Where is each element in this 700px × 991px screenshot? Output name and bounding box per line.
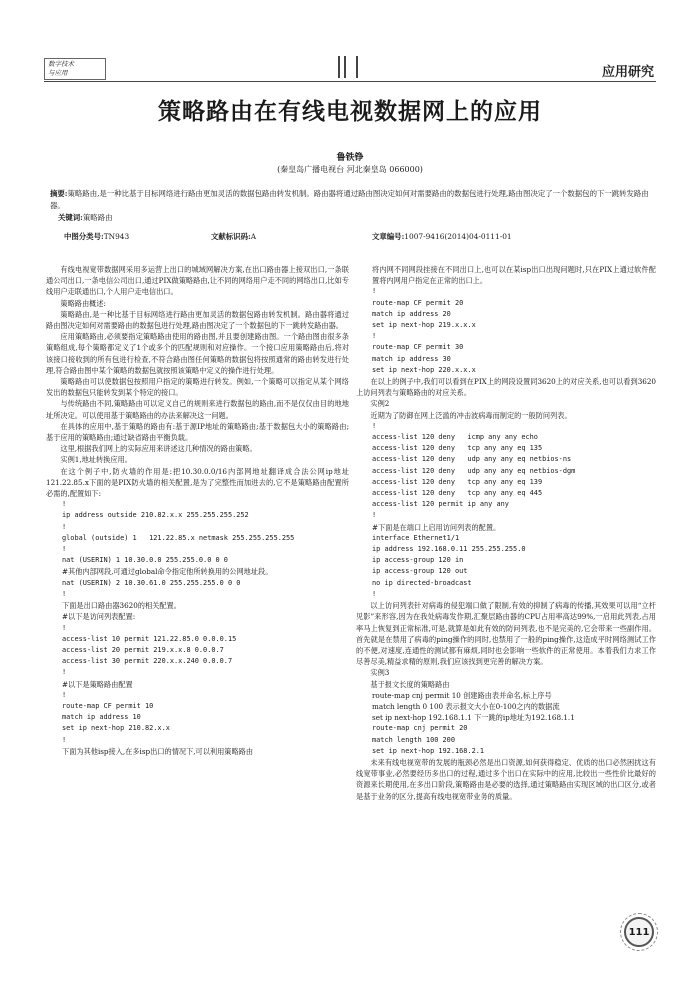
paragraph: 基于报文长度的策略路由 [370, 679, 450, 689]
code-line: global (outside) 1 121.22.85.x netmask 255.255.255.255 [62, 533, 295, 542]
code-line: access-list 20 permit 219.x.x.8 0.0.0.7 [62, 645, 224, 654]
code-line: interface Ethernet1/1 [372, 533, 460, 542]
code-line: route-map CF permit 30 [372, 343, 464, 352]
code-line: access-list 120 permit ip any any [372, 500, 509, 509]
code-line: route-map CF permit 10 [62, 701, 154, 710]
abstract-text: 策略路由,是一种比基于目标网络进行路由更加灵活的数据包路由转发机制。路由器将通过路由图决定如何对需要路由的数据包进行处理,路由图决定了一个数据包的下一跳转发路由器。 [50, 189, 649, 210]
paragraph: 应用策略路由,必须要指定策略路由使用的路由图,并且要创建路由图。一个路由图由很多条策略组成,每个策略都定义了1个或多个的匹配规则和对应操作。一个接口应用策略路由后,将对该接口接收到的所有包进行检查,不符合路由图任何策略的数据包将按照通常的路由转发进行处理,符合路由图中某个策略的数据包就按照该策略中定义的操作进行处理。 [46, 332, 349, 375]
code-line: set ip next-hop 192.168.2.1 [372, 746, 485, 755]
paragraph: 在具体的应用中,基于策略的路由有:基于源IP地址的策略路由;基于数据包大小的策略路由;基于应用的策略路由;通过缺省路由平衡负载。 [46, 421, 349, 443]
code-line: ip access-group 120 in [372, 556, 464, 565]
article-number: 文章编号:1007-9416(2014)04-0111-01 [372, 232, 512, 241]
code-line: access-list 10 permit 121.22.85.0 0.0.0.15 [62, 634, 237, 643]
code-line: 下面为其他isp接入,在多isp出口的情况下,可以利用策略路由 [62, 746, 254, 756]
paragraph: 策略路由,是一种比基于目标网络进行路由更加灵活的数据包路由转发机制。路由器将通过路由图决定如何对需要路由的数据包进行处理,路由图决定了一个数据包的下一跳转发路由器。 [46, 309, 349, 331]
journal-logo [44, 58, 106, 80]
paragraph: 未来有线电视宽带的发展的瓶颈必然是出口资源,如何获得稳定、优质的出口必然困扰这有线宽带事业,必然要经历多出口的过程,通过多个出口在实际中的应用,比较出一些性价比最好的资源来长期使用,在多出口阶段,策略路由是必要的选择,通过策略路由实现区域的出口区分,或者是基于业务的区分,提高有线电视宽带业务的质量。 [356, 757, 656, 801]
keywords-text: 策略路由 [82, 213, 113, 222]
document-code: 文献标识码:A [211, 232, 257, 241]
code-line: ! [62, 522, 67, 531]
code-line: nat (USERIN) 1 10.30.0.0 255.255.0.0 0 0 [62, 556, 228, 565]
code-line: access-list 120 deny tcp any any eq 445 [372, 489, 543, 498]
code-line: ! [62, 690, 67, 699]
author-affiliation: (秦皇岛广播电视台 河北秦皇岛 066000) [277, 165, 423, 174]
article-title: 策略路由在有线电视数据网上的应用 [158, 98, 542, 125]
keywords [50, 212, 652, 224]
paragraph: 实例3 [370, 668, 390, 678]
code-line: set ip next-hop 192.168.1.1 下一跳的ip地址为192.168.1.1 [372, 713, 575, 723]
code-line: route-map CF permit 20 [372, 298, 464, 307]
code-line: nat (USERIN) 2 10.30.61.0 255.255.255.0 0 0 [62, 578, 241, 587]
body-column-right [356, 264, 656, 802]
code-line: ! [372, 589, 377, 598]
code-line: route-map cnj permit 10 创建路由表并命名,标上序号 [372, 690, 552, 700]
paragraph: 在这个例子中,防火墙的作用是:把10.30.0.0/16内部网地址翻译成合法公网ip地址121.22.85.x下面的是PIX防火墙的相关配置,是为了完整性而加进去的,它不是策略路由配置所必需的,配置如下: [46, 466, 349, 499]
code-line: ! [62, 668, 67, 677]
code-line: #以下是访问列表配置: [62, 612, 136, 622]
page-number: 111 [624, 917, 654, 947]
article-author: 鲁铁铮 [336, 153, 364, 163]
clc-number: 中图分类号:TN943 [64, 232, 130, 241]
code-line: #以下是策略路由配置 [62, 679, 133, 689]
code-line: ! [62, 623, 67, 632]
paragraph: 策略路由可以使数据包按照用户指定的策略进行转发。例如,一个策略可以指定从某个网络发出的数据包只能转发到某个特定的接口。 [46, 377, 349, 398]
code-line: #下面是在端口上启用访问列表的配置。 [372, 522, 501, 532]
code-line: match length 0 100 表示报文大小在0-100之内的数据流 [372, 701, 560, 711]
abstract-label: 摘要: [50, 189, 68, 198]
header-rule [44, 81, 656, 82]
code-line: match ip address 30 [372, 354, 451, 363]
code-line: route-map cnj permit 20 [372, 724, 468, 733]
code-line: ! [372, 332, 377, 341]
paragraph: 近期为了防御在网上泛滥的冲击波病毒而制定的一般防问列表。 [370, 410, 572, 420]
code-line: ! [372, 287, 377, 296]
code-line: ip access-group 120 out [372, 567, 468, 576]
code-line: ip address 192.168.0.11 255.255.255.0 [372, 545, 526, 554]
code-line: ! [372, 511, 377, 520]
code-line: access-list 30 permit 220.x.x.240 0.0.0.7 [62, 657, 233, 666]
code-line: no ip directed-broadcast [372, 578, 472, 587]
code-line: #其他内部网段,可通过global命令指定他所转换用的公网地址段。 [62, 567, 273, 577]
code-line: ip address outside 210.82.x.x 255.255.255.252 [62, 511, 249, 520]
paragraph: 与传统路由不同,策略路由可以定义自己的规则来进行数据包的路由,而不是仅仅由目的地地址所决定。可以使用基于策略路由的办法来解决这一问题。 [46, 399, 349, 420]
code-line: ! [62, 735, 67, 744]
paragraph: 以上访问列表针对病毒的侵犯端口做了限制,有效的抑制了病毒的传播,其效果可以用“立杆见影”来形容,因为在我处病毒发作期,汇聚层路由器的CPU占用率高达99%,一启用此列表,占用率马上恢复到正常标准,可是,就算是如此有效的防问列表,也不是完美的,它会带来一些副作用。首先就是在禁用了病毒的ping操作的同时,也禁用了一般的ping操作,这造成平时网络测试工作的不便,对速度,连通性的测试都有麻烦,同时也会影响一些软件的正常使用。本着我们力求工作尽善尽美,精益求精的原则,我们应该找到更完善的解决方案。 [356, 601, 656, 667]
code-line: ! [62, 500, 67, 509]
code-line: access-list 120 deny tcp any any eq 135 [372, 444, 543, 453]
code-line: set ip next-hop 210.82.x.x [62, 724, 170, 733]
paragraph: 实例2 [370, 399, 390, 409]
code-line: access-list 120 deny udp any any eq netbios-ns [372, 455, 572, 464]
logo-line-2: 与应用 [48, 69, 68, 77]
code-line: access-list 120 deny udp any any eq netbios-dgm [372, 466, 576, 475]
abstract-block [50, 188, 652, 224]
code-line: ! [62, 589, 67, 598]
code-line: set ip next-hop 220.x.x.x [372, 365, 476, 374]
paragraph: 策略路由概述: [60, 298, 106, 308]
header-decoration [338, 56, 360, 78]
paragraph: 有线电视宽带数据网采用多运营上出口的城域网解决方案,在出口路由器上接双出口,一条联通公司出口,一条电信公司出口,通过PIX做策略路由,让不同的网络用户走不同的网络出口,比如专线用户走联通出口,个人用户走电信出口。 [46, 265, 349, 297]
keywords-label: 关键词: [58, 213, 83, 222]
paragraph: 在以上的例子中,我们可以看到在PIX上的网段设置同3620上的对应关系,也可以看到3620上访问列表与策略路由的对应关系。 [356, 377, 656, 398]
code-line: match length 100 200 [372, 735, 455, 744]
code-line: 将内网不同网段挂接在不同出口上,也可以在某isp出口出现问题时,只在PIX上通过软件配置将内网用户指定在正常的出口上。 [372, 265, 656, 286]
code-line: access-list 120 deny icmp any any echo [372, 433, 538, 442]
code-line: match ip address 10 [62, 713, 141, 722]
code-line: 下面是出口路由器3620的相关配置。 [62, 601, 181, 611]
code-line: ! [372, 421, 377, 430]
section-label: 应用研究 [601, 65, 654, 80]
code-line: ! [62, 545, 67, 554]
paragraph: 实例1,地址转换应用。 [60, 455, 132, 465]
paragraph: 这里,根据我们网上的实际应用来讲述这几种情况的路由策略。 [60, 444, 257, 454]
body-column-left [46, 264, 349, 757]
code-line: access-list 120 deny tcp any any eq 139 [372, 477, 543, 486]
logo-line-1: 数字技术 [48, 60, 74, 68]
code-line: set ip next-hop 219.x.x.x [372, 321, 476, 330]
code-line: match ip address 20 [372, 309, 451, 318]
abstract [50, 188, 652, 212]
